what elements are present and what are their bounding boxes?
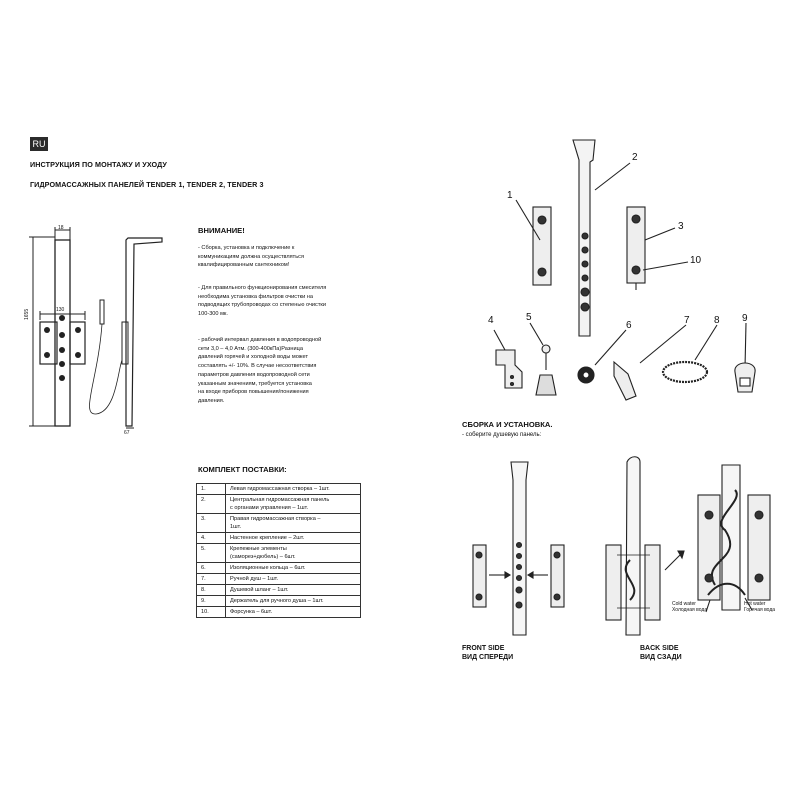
assembly-subtitle: - соберите душевую панель: bbox=[462, 432, 542, 438]
assembly-title: СБОРКА И УСТАНОВКА. bbox=[462, 420, 553, 429]
document-subtitle: ГИДРОМАССАЖНЫХ ПАНЕЛЕЙ TENDER 1, TENDER 2, TENDER 3 bbox=[30, 180, 264, 189]
table-row: 3. Правая гидромассажная створка – 1шт. bbox=[197, 514, 361, 533]
part-callout-2: 2 bbox=[632, 152, 638, 163]
table-row: 2. Центральная гидромассажная панель с органами управления – 1шт. bbox=[197, 495, 361, 514]
language-badge: RU bbox=[30, 137, 48, 151]
hot-water-label: Hot water Горячая вода bbox=[744, 601, 776, 613]
table-row: 10. Форсунка – 6шт. bbox=[197, 607, 361, 618]
part-callout-8: 8 bbox=[714, 315, 720, 326]
table-row: 5. Крепежные элементы (саморез+дюбель) – 6шт. bbox=[197, 544, 361, 563]
part-callout-1: 1 bbox=[507, 190, 513, 201]
table-row: 9. Держатель для ручного душа – 1шт. bbox=[197, 596, 361, 607]
part-callout-3: 3 bbox=[678, 221, 684, 232]
kit-title: КОМПЛЕКТ ПОСТАВКИ: bbox=[198, 465, 287, 474]
table-row: 1. Левая гидромассажная створка – 1шт. bbox=[197, 484, 361, 495]
document-title: ИНСТРУКЦИЯ ПО МОНТАЖУ И УХОДУ bbox=[30, 160, 168, 169]
table-row: 8. Душевой шланг – 1шт. bbox=[197, 585, 361, 596]
part-callout-5: 5 bbox=[526, 312, 532, 323]
attention-paragraph-1: - Сборка, установка и подключение к коммуникациям должна осуществляться квалифицированным сантехником! bbox=[198, 245, 304, 269]
attention-title: ВНИМАНИЕ! bbox=[198, 226, 245, 235]
attention-paragraph-2: - Для правильного функционирования смесителя необходима установка фильтров очистки на подводящих трубопроводах со степенью очистки 100-300 мк. bbox=[198, 285, 327, 318]
cold-water-label: Cold water Холодная вода bbox=[672, 601, 708, 613]
part-callout-7: 7 bbox=[684, 315, 690, 326]
table-row: 7. Ручной душ – 1шт. bbox=[197, 574, 361, 585]
part-callout-6: 6 bbox=[626, 320, 632, 331]
dimension-top-width: 18 bbox=[58, 225, 64, 231]
table-row: 6. Изоляционные кольца – 6шт. bbox=[197, 563, 361, 574]
part-callout-9: 9 bbox=[742, 313, 748, 324]
dimension-block-width: 130 bbox=[56, 307, 65, 313]
part-callout-4: 4 bbox=[488, 315, 494, 326]
attention-paragraph-3: - рабочий интервал давления в водопроводной сети 3,0 – 4,0 Атм. (300-400кПа)Разница давлений горячей и холодной воды может составлять +/- 10%. В случае несоответствия параметров давления водопроводной сети указанным значениям, требуется установка на входе приборов повышения/понижения давления. bbox=[198, 337, 322, 404]
dimension-height: 1655 bbox=[24, 308, 30, 320]
part-callout-10: 10 bbox=[690, 255, 702, 266]
table-row: 4. Настенное крепление – 2шт. bbox=[197, 533, 361, 544]
front-side-caption: FRONT SIDE ВИД СПЕРЕДИ bbox=[462, 645, 514, 661]
back-side-caption: BACK SIDE ВИД СЗАДИ bbox=[640, 645, 682, 661]
dimension-bottom-depth: 67 bbox=[124, 430, 130, 436]
